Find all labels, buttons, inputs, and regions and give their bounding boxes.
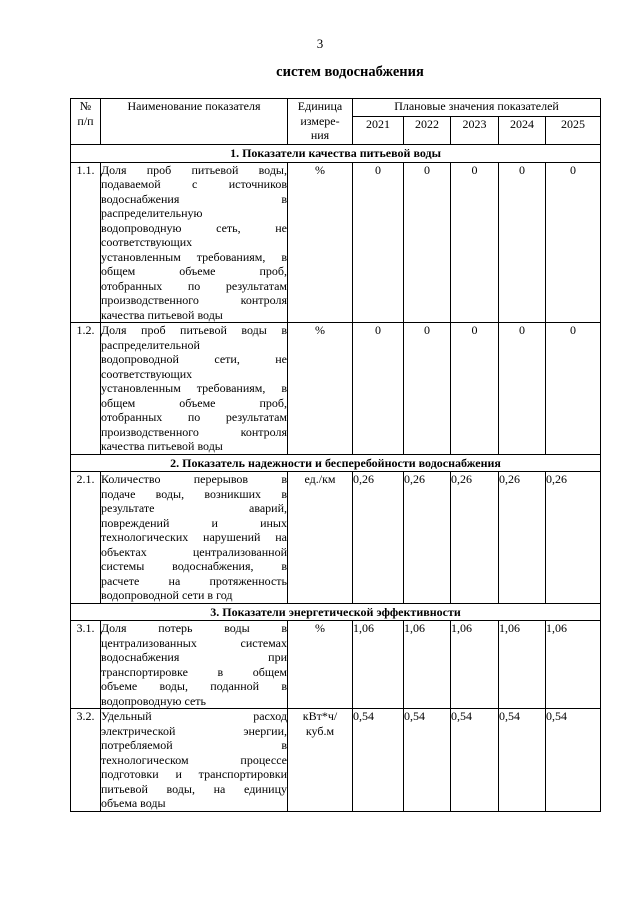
indicator-name-line: потребляемой в: [101, 738, 287, 752]
header-number: № п/п: [71, 99, 101, 145]
unit-line: %: [315, 621, 325, 635]
indicator-name: [101, 472, 288, 604]
table-body: [71, 145, 601, 812]
header-unit: Единица измере- ния: [288, 99, 353, 145]
indicator-name-line: объеме воды, поданной в: [101, 679, 287, 693]
plan-value: 0,54: [546, 709, 601, 812]
plan-value: 0: [546, 162, 601, 323]
row-number: 1.1.: [71, 162, 101, 323]
indicator-name-line: водопроводную сеть: [101, 693, 207, 708]
plan-value: 0: [499, 162, 546, 323]
table-header: [71, 99, 601, 145]
table-row: [71, 162, 601, 323]
indicator-name-line: транспортировке в общем: [101, 664, 287, 679]
plan-value: 0,26: [353, 472, 404, 604]
section-title: 3. Показатели энергетической эффективности: [71, 603, 601, 621]
indicator-name-line: водопроводную сеть, не: [101, 220, 287, 235]
indicator-name-line: производственного контроля: [101, 293, 287, 307]
plan-value: 0,26: [404, 472, 451, 604]
indicator-name-line: технологических нарушений на: [101, 530, 287, 544]
indicator-name-line: Доля потерь воды в: [101, 621, 287, 635]
plan-value: 1,06: [546, 621, 601, 709]
plan-value: 0,54: [451, 709, 499, 812]
plan-value: 0: [451, 323, 499, 455]
page-number: 3: [316, 36, 324, 51]
header-year: 2022: [404, 117, 451, 145]
header-year: 2021: [353, 117, 404, 145]
plan-value: 1,06: [451, 621, 499, 709]
indicator-name: [101, 621, 288, 709]
indicator-name-line: водоснабжения в: [101, 191, 287, 206]
section-row: [71, 454, 601, 472]
section-title: 1. Показатели качества питьевой воды: [71, 145, 601, 163]
indicator-name-line: Количество перерывов в: [101, 472, 287, 486]
table-row: [71, 472, 601, 604]
indicator-name-line: подаче воды, возникших в: [101, 486, 287, 501]
plan-value: 0,54: [404, 709, 451, 812]
section-row: [71, 145, 601, 163]
indicator-name: [101, 162, 288, 323]
indicator-name: [101, 323, 288, 455]
unit-cell: [288, 323, 353, 455]
row-number: 3.2.: [71, 709, 101, 812]
indicator-name-line: общем объеме проб,: [101, 264, 287, 278]
unit-cell: [288, 472, 353, 604]
indicator-name-line: водопроводной сети в год: [101, 588, 233, 602]
plan-value: 0,26: [546, 472, 601, 604]
indicator-name-line: питьевой воды, на единицу: [101, 781, 287, 796]
plan-value: 0: [499, 323, 546, 455]
plan-value: 0,54: [353, 709, 404, 812]
indicator-name-line: общем объеме проб,: [101, 395, 287, 410]
unit-line: ед./км: [304, 472, 336, 486]
header-year: 2023: [451, 117, 499, 145]
unit-line: куб.м: [305, 723, 335, 738]
document-title: систем водоснабжения: [276, 64, 424, 80]
table-row: [71, 709, 601, 812]
indicator-name-line: соответствующих: [101, 366, 193, 381]
indicator-name-line: централизованных системах: [101, 635, 287, 650]
row-number: 2.1.: [71, 472, 101, 604]
row-number: 1.2.: [71, 323, 101, 455]
indicator-name-line: объектах централизованной: [101, 544, 287, 559]
indicator-name-line: подаваемой с источников: [101, 177, 287, 191]
indicator-name-line: объема воды: [101, 796, 166, 810]
plan-value: 1,06: [404, 621, 451, 709]
table-row: [71, 621, 601, 709]
header-planned-values: Плановые значения показателей: [353, 99, 601, 117]
indicator-name-line: отобранных по результатам: [101, 410, 287, 424]
indicators-table: [70, 98, 601, 812]
indicator-name-line: отобранных по результатам: [101, 278, 287, 293]
plan-value: 0,26: [451, 472, 499, 604]
indicator-name-line: производственного контроля: [101, 424, 287, 439]
plan-value: 0: [451, 162, 499, 323]
section-row: [71, 603, 601, 621]
indicator-name-line: качества питьевой воды: [101, 307, 223, 322]
indicator-name-line: повреждений и иных: [101, 515, 287, 530]
indicator-name-line: установленным требованиям, в: [101, 381, 287, 395]
header-year: 2025: [546, 117, 601, 145]
row-number: 3.1.: [71, 621, 101, 709]
indicator-name-line: соответствующих: [101, 235, 193, 249]
indicator-name-line: Доля проб питьевой воды,: [101, 162, 287, 177]
indicator-name-line: технологическом процессе: [101, 752, 287, 767]
section-title: 2. Показатель надежности и бесперебойности водоснабжения: [71, 454, 601, 472]
indicator-name-line: качества питьевой воды: [101, 439, 223, 453]
indicator-name-line: подготовки и транспортировки: [101, 767, 287, 781]
plan-value: 0: [546, 323, 601, 455]
plan-value: 0,26: [499, 472, 546, 604]
plan-value: 1,06: [499, 621, 546, 709]
table-row: [71, 323, 601, 455]
unit-cell: [288, 621, 353, 709]
indicator-name-line: системы водоснабжения, в: [101, 559, 287, 573]
unit-line: %: [315, 162, 325, 177]
indicator-name-line: Доля проб питьевой воды в: [101, 323, 287, 337]
header-year: 2024: [499, 117, 546, 145]
indicator-name-line: распределительной: [101, 337, 200, 352]
plan-value: 1,06: [353, 621, 404, 709]
plan-value: 0: [353, 162, 404, 323]
unit-line: %: [315, 323, 325, 337]
indicator-name-line: водопроводной сети, не: [101, 352, 287, 366]
unit-cell: [288, 162, 353, 323]
indicator-name-line: расчете на протяженность: [101, 573, 287, 588]
unit-cell: [288, 709, 353, 812]
plan-value: 0,54: [499, 709, 546, 812]
plan-value: 0: [353, 323, 404, 455]
plan-value: 0: [404, 323, 451, 455]
plan-value: 0: [404, 162, 451, 323]
indicator-name-line: Удельный расход: [101, 709, 287, 723]
indicator-name-line: водоснабжения при: [101, 650, 287, 664]
indicator-name-line: распределительную: [101, 206, 203, 220]
unit-line: кВт*ч/: [302, 709, 338, 723]
indicator-name-line: установленным требованиям, в: [101, 249, 287, 264]
indicator-name: [101, 709, 288, 812]
indicator-name-line: электрической энергии,: [101, 723, 287, 738]
header-indicator-name: Наименование показателя: [101, 99, 288, 145]
indicator-name-line: результате аварий,: [101, 501, 287, 515]
